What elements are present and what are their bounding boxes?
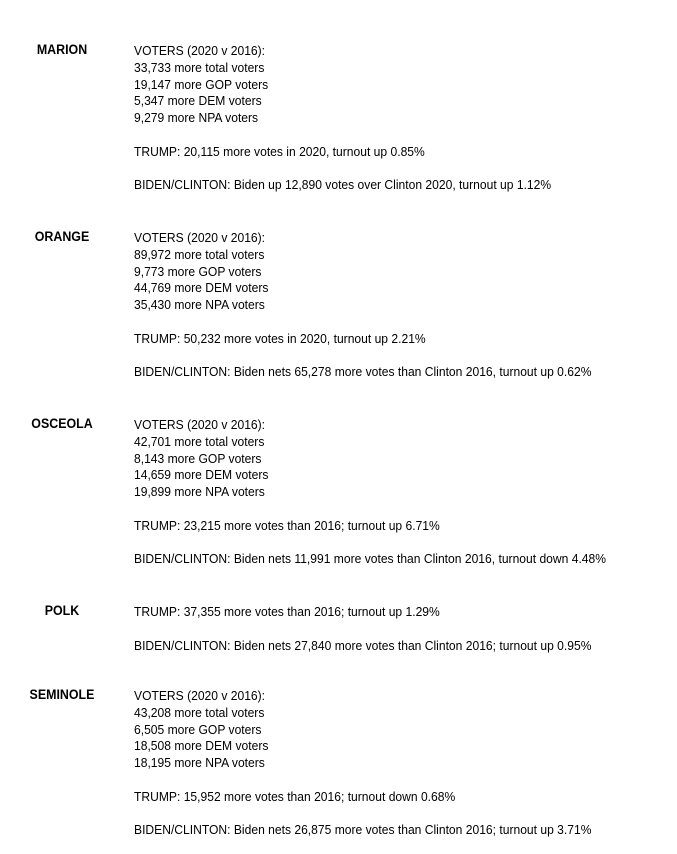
voters-heading: VOTERS (2020 v 2016):: [134, 417, 266, 432]
voters-npa: 9,279 more NPA voters: [134, 110, 259, 126]
county-name-seminole: SEMINOLE: [29, 687, 95, 702]
voters-total: 42,701 more total voters: [134, 433, 265, 449]
voters-total: 89,972 more total voters: [134, 246, 265, 262]
biden-clinton-line: BIDEN/CLINTON: Biden nets 11,991 more votes than Clinton 2016, turnout down 4.48%: [134, 551, 607, 567]
trump-line: TRUMP: 37,355 more votes than 2016; turnout up 1.29%: [134, 604, 440, 619]
voters-dem: 44,769 more DEM voters: [134, 280, 269, 296]
voters-npa: 18,195 more NPA voters: [134, 755, 265, 771]
county-block-polk: [134, 604, 626, 654]
county-name-orange: ORANGE: [34, 229, 90, 244]
voters-total: 43,208 more total voters: [134, 704, 265, 720]
county-name-osceola: OSCEOLA: [31, 416, 93, 431]
biden-clinton-line: BIDEN/CLINTON: Biden nets 27,840 more votes than Clinton 2016; turnout up 0.95%: [134, 637, 592, 653]
county-block-osceola: [134, 417, 642, 568]
voters-heading: VOTERS (2020 v 2016):: [134, 230, 266, 245]
voters-gop: 8,143 more GOP voters: [134, 450, 262, 466]
biden-clinton-line: BIDEN/CLINTON: Biden up 12,890 votes over Clinton 2020, turnout up 1.12%: [134, 177, 552, 193]
trump-line: TRUMP: 15,952 more votes than 2016; turnout down 0.68%: [134, 788, 456, 804]
trump-line: TRUMP: 50,232 more votes in 2020, turnout up 2.21%: [134, 330, 426, 346]
voters-heading: VOTERS (2020 v 2016):: [134, 43, 266, 58]
county-name-marion: MARION: [36, 42, 88, 57]
voters-heading: VOTERS (2020 v 2016):: [134, 688, 266, 703]
county-name-polk: POLK: [44, 603, 80, 618]
voters-total: 33,733 more total voters: [134, 59, 265, 75]
voters-npa: 19,899 more NPA voters: [134, 484, 265, 500]
voters-dem: 18,508 more DEM voters: [134, 738, 269, 754]
voters-npa: 35,430 more NPA voters: [134, 297, 265, 313]
voters-gop: 9,773 more GOP voters: [134, 263, 262, 279]
voters-gop: 6,505 more GOP voters: [134, 721, 262, 737]
voters-dem: 5,347 more DEM voters: [134, 93, 262, 109]
voters-dem: 14,659 more DEM voters: [134, 467, 269, 483]
trump-line: TRUMP: 20,115 more votes in 2020, turnout up 0.85%: [134, 143, 425, 159]
county-block-orange: [134, 230, 626, 381]
county-block-marion: [134, 43, 583, 194]
biden-clinton-line: BIDEN/CLINTON: Biden nets 26,875 more votes than Clinton 2016; turnout up 3.71%: [134, 822, 592, 838]
county-block-seminole: [134, 688, 626, 839]
voters-gop: 19,147 more GOP voters: [134, 76, 269, 92]
trump-line: TRUMP: 23,215 more votes than 2016; turnout up 6.71%: [134, 517, 440, 533]
biden-clinton-line: BIDEN/CLINTON: Biden nets 65,278 more votes than Clinton 2016, turnout up 0.62%: [134, 364, 592, 380]
